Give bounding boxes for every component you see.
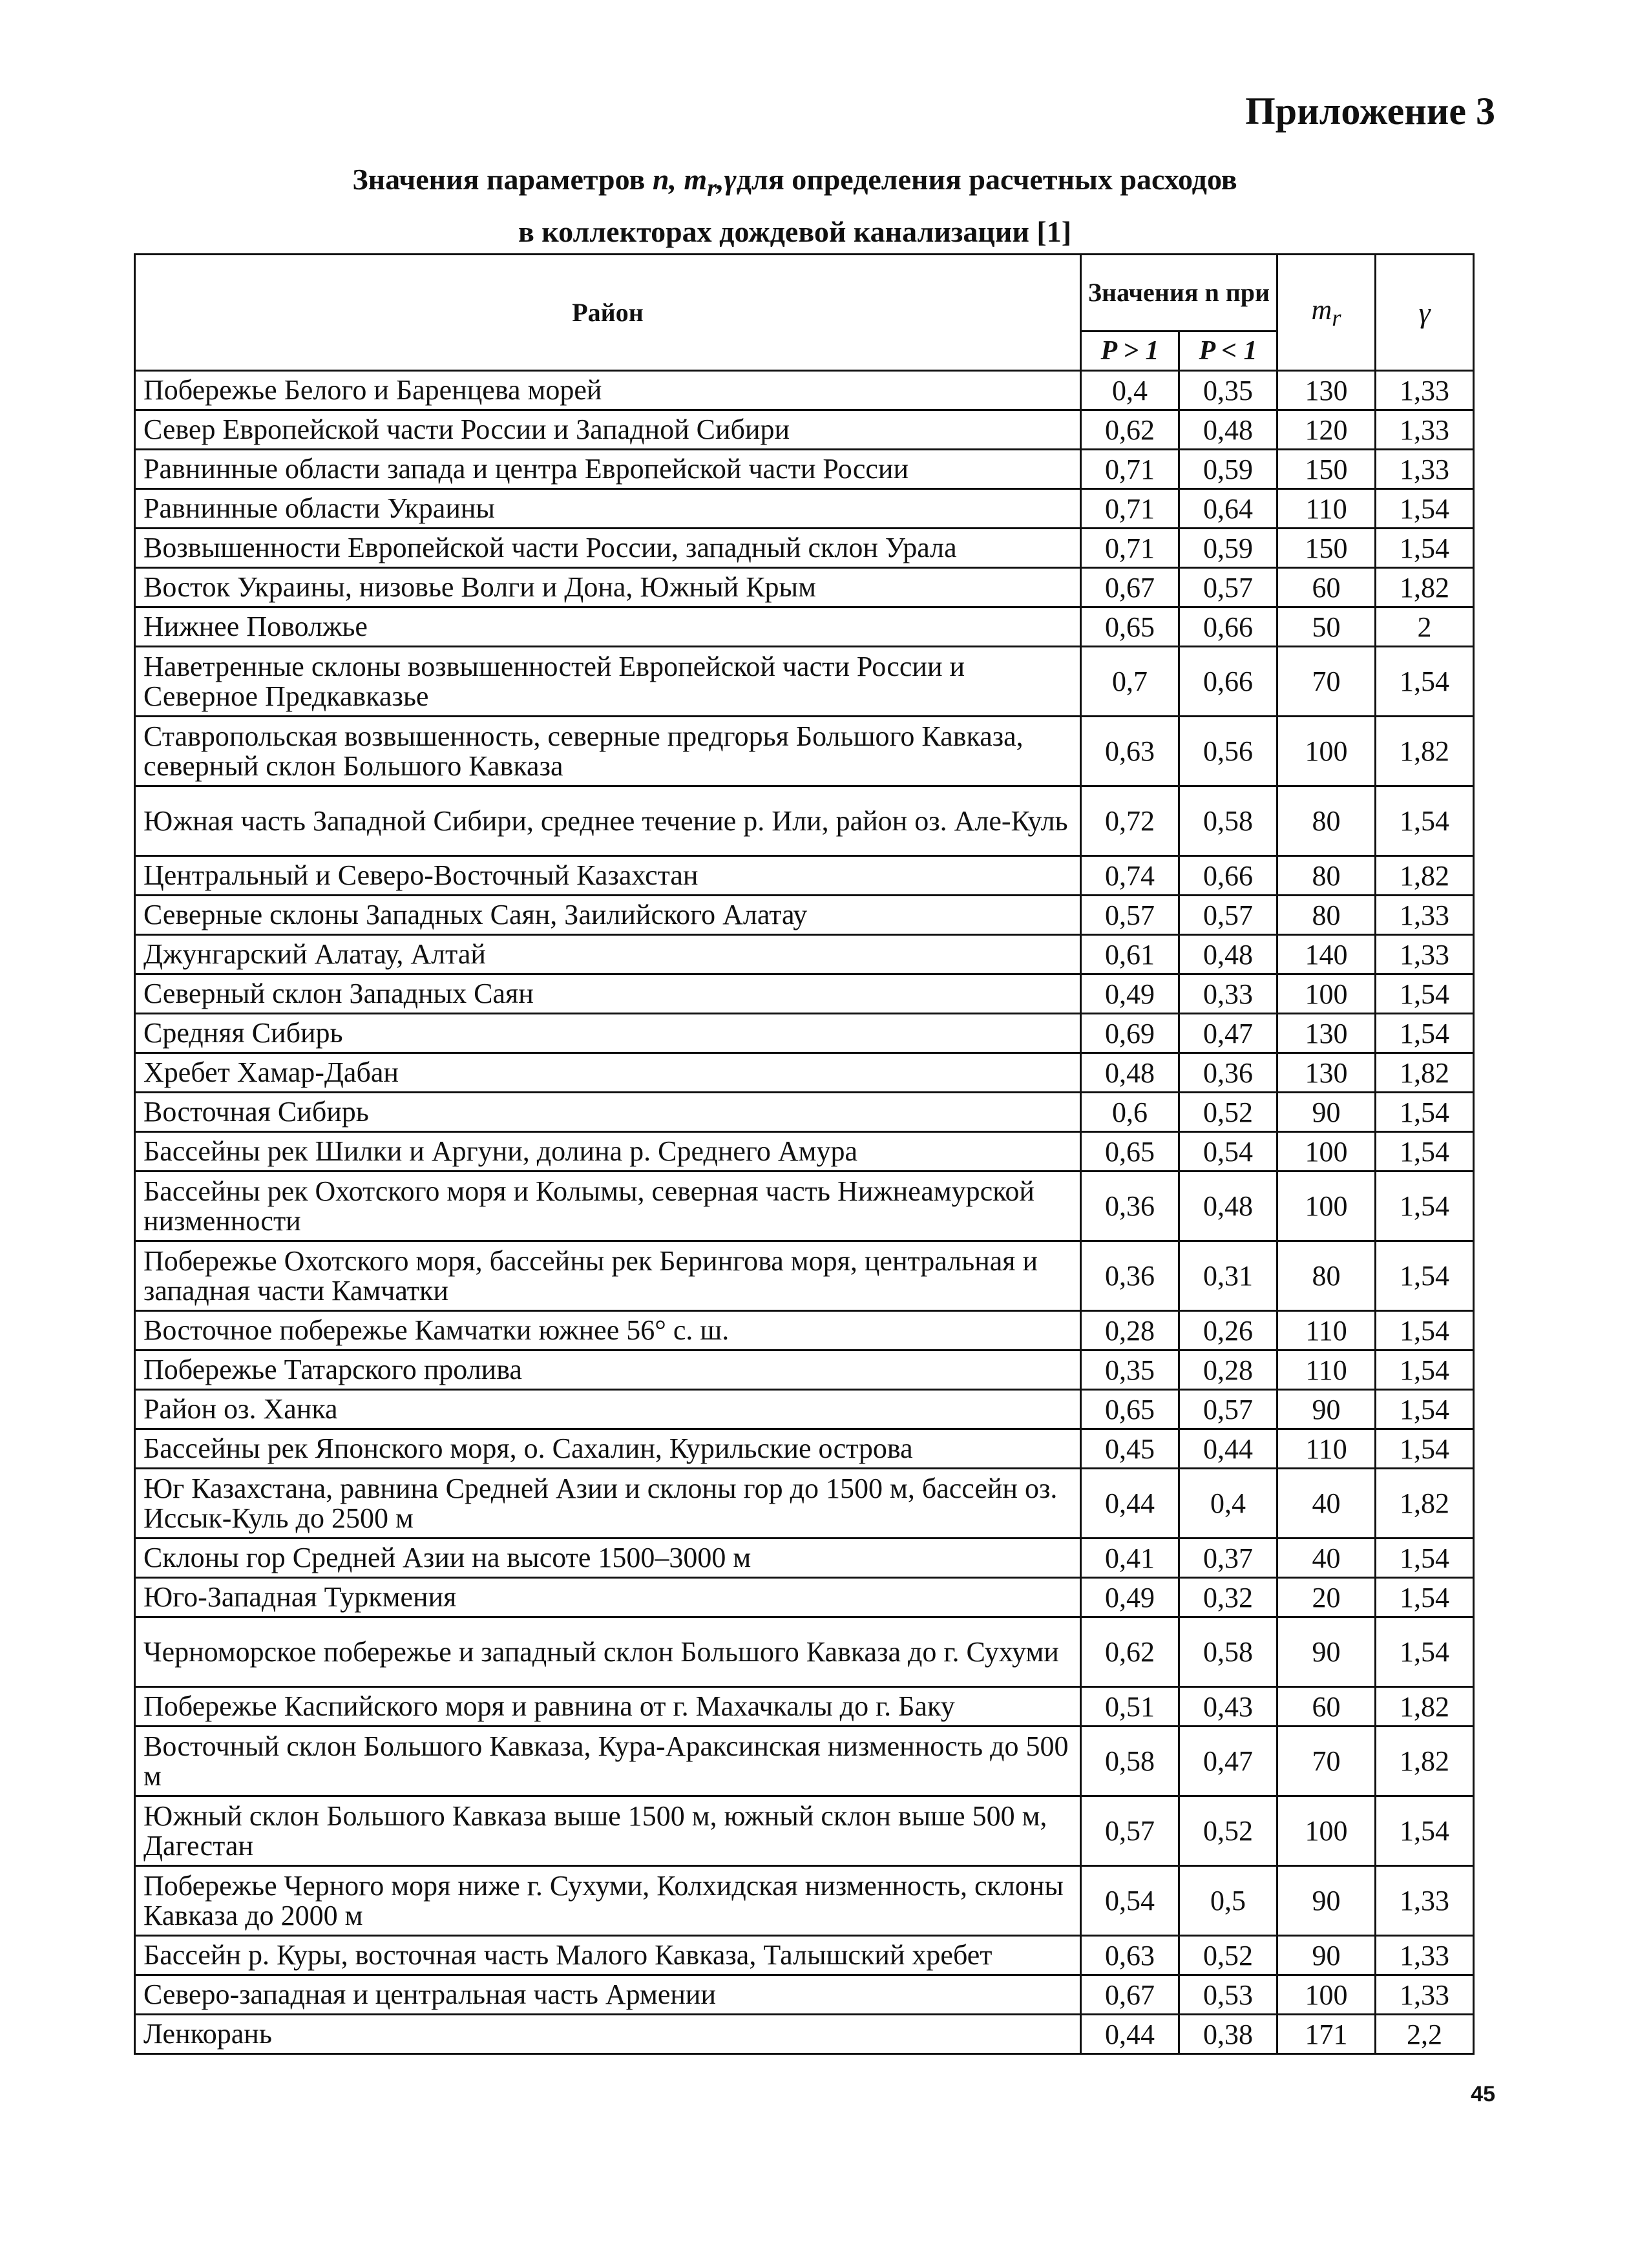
- region-cell: Юг Казахстана, равнина Средней Азии и склоны гор до 1500 м, бассейн оз. Иссык-Куль до 2500 м: [135, 1469, 1081, 1538]
- region-cell: Бассейн р. Куры, восточная часть Малого Кавказа, Талышский хребет: [135, 1936, 1081, 1975]
- header-mr: $m_r$: [1277, 255, 1376, 371]
- region-cell: Джунгарский Алатау, Алтай: [135, 935, 1081, 974]
- gamma-cell: 1,82: [1376, 856, 1474, 896]
- mr-cell: 120: [1277, 410, 1376, 450]
- p-greater-1-cell: 0,62: [1081, 1617, 1179, 1687]
- p-greater-1-cell: 0,44: [1081, 1469, 1179, 1538]
- gamma-cell: 1,33: [1376, 410, 1474, 450]
- table-row: [135, 371, 1474, 410]
- mr-cell: 90: [1277, 1093, 1376, 1132]
- mr-cell: 110: [1277, 1350, 1376, 1390]
- p-less-1-cell: 0,52: [1179, 1093, 1277, 1132]
- header-region: Район: [135, 255, 1081, 371]
- region-cell: Восточный склон Большого Кавказа, Кура-Араксинская низменность до 500 м: [135, 1727, 1081, 1796]
- region-cell: Север Европейской части России и Западной Сибири: [135, 410, 1081, 450]
- gamma-cell: 1,54: [1376, 1617, 1474, 1687]
- p-less-1-cell: 0,53: [1179, 1975, 1277, 2015]
- p-less-1-cell: 0,26: [1179, 1311, 1277, 1350]
- table-row: [135, 1538, 1474, 1578]
- region-cell: Хребет Хамар-Дабан: [135, 1053, 1081, 1093]
- table-row: [135, 607, 1474, 647]
- p-less-1-cell: 0,47: [1179, 1014, 1277, 1053]
- gamma-cell: 1,54: [1376, 974, 1474, 1014]
- p-greater-1-cell: 0,57: [1081, 896, 1179, 935]
- p-less-1-cell: 0,59: [1179, 450, 1277, 489]
- p-greater-1-cell: 0,49: [1081, 1578, 1179, 1617]
- region-cell: Наветренные склоны возвышенностей Европейской части России и Северное Предкавказье: [135, 647, 1081, 717]
- table-row: [135, 786, 1474, 856]
- p-greater-1-cell: 0,48: [1081, 1053, 1179, 1093]
- p-less-1-cell: 0,57: [1179, 896, 1277, 935]
- table-row: [135, 1796, 1474, 1866]
- p-greater-1-cell: 0,65: [1081, 1390, 1179, 1429]
- region-cell: Бассейны рек Шилки и Аргуни, долина р. Среднего Амура: [135, 1132, 1081, 1171]
- gamma-cell: 1,54: [1376, 1796, 1474, 1866]
- p-greater-1-cell: 0,35: [1081, 1350, 1179, 1390]
- mr-cell: 171: [1277, 2015, 1376, 2054]
- mr-cell: 100: [1277, 1171, 1376, 1241]
- gamma-cell: 1,33: [1376, 1936, 1474, 1975]
- p-less-1-cell: 0,66: [1179, 647, 1277, 717]
- gamma-cell: 1,82: [1376, 568, 1474, 607]
- header-p-greater-1: P > 1: [1081, 331, 1179, 371]
- p-greater-1-cell: 0,44: [1081, 2015, 1179, 2054]
- region-cell: Черноморское побережье и западный склон Большого Кавказа до г. Сухуми: [135, 1617, 1081, 1687]
- region-cell: Равнинные области Украины: [135, 489, 1081, 529]
- p-less-1-cell: 0,52: [1179, 1796, 1277, 1866]
- mr-cell: 40: [1277, 1469, 1376, 1538]
- header-p-less-1: P < 1: [1179, 331, 1277, 371]
- mr-cell: 60: [1277, 1687, 1376, 1727]
- p-greater-1-cell: 0,65: [1081, 1132, 1179, 1171]
- gamma-cell: 1,33: [1376, 1975, 1474, 2015]
- table-row: [135, 1390, 1474, 1429]
- table-row: [135, 489, 1474, 529]
- mr-cell: 100: [1277, 1975, 1376, 2015]
- region-cell: Южная часть Западной Сибири, среднее течение р. Или, район оз. Але-Куль: [135, 786, 1081, 856]
- mr-cell: 50: [1277, 607, 1376, 647]
- p-less-1-cell: 0,48: [1179, 1171, 1277, 1241]
- table-row: [135, 974, 1474, 1014]
- gamma-cell: 1,82: [1376, 1727, 1474, 1796]
- p-less-1-cell: 0,58: [1179, 1617, 1277, 1687]
- p-less-1-cell: 0,54: [1179, 1132, 1277, 1171]
- region-cell: Южный склон Большого Кавказа выше 1500 м, южный склон выше 500 м, Дагестан: [135, 1796, 1081, 1866]
- mr-cell: 20: [1277, 1578, 1376, 1617]
- mr-cell: 90: [1277, 1617, 1376, 1687]
- p-greater-1-cell: 0,36: [1081, 1171, 1179, 1241]
- mr-cell: 90: [1277, 1936, 1376, 1975]
- region-cell: Район оз. Ханка: [135, 1390, 1081, 1429]
- mr-cell: 80: [1277, 896, 1376, 935]
- p-greater-1-cell: 0,69: [1081, 1014, 1179, 1053]
- header-gamma: γ: [1376, 255, 1474, 371]
- gamma-cell: 1,82: [1376, 1469, 1474, 1538]
- region-cell: Юго-Западная Туркмения: [135, 1578, 1081, 1617]
- table-row: [135, 896, 1474, 935]
- gamma-cell: 1,54: [1376, 1014, 1474, 1053]
- region-cell: Ленкорань: [135, 2015, 1081, 2054]
- gamma-cell: 1,54: [1376, 1429, 1474, 1469]
- mr-cell: 70: [1277, 647, 1376, 717]
- mr-cell: 130: [1277, 1014, 1376, 1053]
- table-row: [135, 1311, 1474, 1350]
- mr-cell: 110: [1277, 1429, 1376, 1469]
- region-cell: Нижнее Поволжье: [135, 607, 1081, 647]
- p-less-1-cell: 0,48: [1179, 410, 1277, 450]
- appendix-label: Приложение 3: [1245, 90, 1495, 132]
- table-row: [135, 1350, 1474, 1390]
- mr-cell: 130: [1277, 1053, 1376, 1093]
- gamma-cell: 2,2: [1376, 2015, 1474, 2054]
- region-cell: Бассейны рек Охотского моря и Колымы, северная часть Нижнеамурской низменности: [135, 1171, 1081, 1241]
- mr-cell: 90: [1277, 1866, 1376, 1936]
- gamma-cell: 1,54: [1376, 1132, 1474, 1171]
- region-cell: Побережье Охотского моря, бассейны рек Берингова моря, центральная и западная части Камчатки: [135, 1241, 1081, 1311]
- p-greater-1-cell: 0,67: [1081, 568, 1179, 607]
- p-greater-1-cell: 0,28: [1081, 1311, 1179, 1350]
- table-row: [135, 1866, 1474, 1936]
- p-less-1-cell: 0,57: [1179, 568, 1277, 607]
- p-less-1-cell: 0,33: [1179, 974, 1277, 1014]
- table-row: [135, 856, 1474, 896]
- page-number: 45: [1471, 2082, 1495, 2106]
- region-cell: Северо-западная и центральная часть Армении: [135, 1975, 1081, 2015]
- gamma-cell: 1,33: [1376, 371, 1474, 410]
- mr-cell: 100: [1277, 1132, 1376, 1171]
- p-greater-1-cell: 0,49: [1081, 974, 1179, 1014]
- region-cell: Возвышенности Европейской части России, западный склон Урала: [135, 529, 1081, 568]
- gamma-cell: 1,54: [1376, 1350, 1474, 1390]
- title-vars: n, $m_r,\gamma$: [652, 163, 737, 202]
- p-greater-1-cell: 0,71: [1081, 529, 1179, 568]
- mr-cell: 40: [1277, 1538, 1376, 1578]
- table-row: [135, 1687, 1474, 1727]
- table-row: [135, 568, 1474, 607]
- gamma-cell: 1,54: [1376, 489, 1474, 529]
- mr-cell: 80: [1277, 856, 1376, 896]
- region-cell: Средняя Сибирь: [135, 1014, 1081, 1053]
- mr-cell: 90: [1277, 1390, 1376, 1429]
- p-less-1-cell: 0,28: [1179, 1350, 1277, 1390]
- table-row: [135, 1093, 1474, 1132]
- region-cell: Равнинные области запада и центра Европейской части России: [135, 450, 1081, 489]
- mr-cell: 130: [1277, 371, 1376, 410]
- p-less-1-cell: 0,64: [1179, 489, 1277, 529]
- region-cell: Центральный и Северо-Восточный Казахстан: [135, 856, 1081, 896]
- table-row: [135, 529, 1474, 568]
- p-less-1-cell: 0,4: [1179, 1469, 1277, 1538]
- gamma-cell: 1,54: [1376, 647, 1474, 717]
- gamma-cell: 1,54: [1376, 786, 1474, 856]
- table-row: [135, 1727, 1474, 1796]
- p-greater-1-cell: 0,67: [1081, 1975, 1179, 2015]
- mr-cell: 80: [1277, 1241, 1376, 1311]
- p-less-1-cell: 0,5: [1179, 1866, 1277, 1936]
- p-less-1-cell: 0,35: [1179, 371, 1277, 410]
- p-less-1-cell: 0,47: [1179, 1727, 1277, 1796]
- table-row: [135, 450, 1474, 489]
- gamma-cell: 1,54: [1376, 1390, 1474, 1429]
- region-cell: Побережье Татарского пролива: [135, 1350, 1081, 1390]
- table-title: [0, 158, 1590, 254]
- gamma-cell: 1,82: [1376, 1687, 1474, 1727]
- gamma-cell: 1,54: [1376, 529, 1474, 568]
- mr-cell: 150: [1277, 450, 1376, 489]
- p-greater-1-cell: 0,58: [1081, 1727, 1179, 1796]
- mr-cell: 100: [1277, 974, 1376, 1014]
- p-greater-1-cell: 0,6: [1081, 1093, 1179, 1132]
- table-row: [135, 717, 1474, 786]
- mr-cell: 110: [1277, 489, 1376, 529]
- title-line-2: в коллекторах дождевой канализации [1]: [518, 215, 1072, 249]
- title-line-1: Значения параметров n, $m_r,\gamma для$ определения расчетных расходов: [352, 163, 1237, 202]
- p-greater-1-cell: 0,62: [1081, 410, 1179, 450]
- mr-cell: 100: [1277, 1796, 1376, 1866]
- p-greater-1-cell: 0,61: [1081, 935, 1179, 974]
- p-greater-1-cell: 0,54: [1081, 1866, 1179, 1936]
- table-row: [135, 1053, 1474, 1093]
- p-less-1-cell: 0,59: [1179, 529, 1277, 568]
- mr-cell: 110: [1277, 1311, 1376, 1350]
- p-less-1-cell: 0,52: [1179, 1936, 1277, 1975]
- table-row: [135, 1578, 1474, 1617]
- p-less-1-cell: 0,43: [1179, 1687, 1277, 1727]
- p-greater-1-cell: 0,72: [1081, 786, 1179, 856]
- table-row: [135, 935, 1474, 974]
- table-row: [135, 1132, 1474, 1171]
- region-cell: Северный склон Западных Саян: [135, 974, 1081, 1014]
- gamma-cell: 1,54: [1376, 1578, 1474, 1617]
- table-row: [135, 647, 1474, 717]
- p-greater-1-cell: 0,4: [1081, 371, 1179, 410]
- mr-cell: 140: [1277, 935, 1376, 974]
- table-row: [135, 1429, 1474, 1469]
- p-greater-1-cell: 0,71: [1081, 450, 1179, 489]
- region-cell: Северные склоны Западных Саян, Заилийского Алатау: [135, 896, 1081, 935]
- mr-cell: 60: [1277, 568, 1376, 607]
- p-greater-1-cell: 0,57: [1081, 1796, 1179, 1866]
- gamma-cell: 1,54: [1376, 1241, 1474, 1311]
- table-row: [135, 2015, 1474, 2054]
- gamma-cell: 1,33: [1376, 896, 1474, 935]
- p-less-1-cell: 0,32: [1179, 1578, 1277, 1617]
- region-cell: Ставропольская возвышенность, северные предгорья Большого Кавказа, северный склон Большого Кавказа: [135, 717, 1081, 786]
- p-greater-1-cell: 0,41: [1081, 1538, 1179, 1578]
- mr-cell: 80: [1277, 786, 1376, 856]
- gamma-cell: 1,54: [1376, 1311, 1474, 1350]
- p-greater-1-cell: 0,36: [1081, 1241, 1179, 1311]
- gamma-cell: 1,33: [1376, 1866, 1474, 1936]
- p-less-1-cell: 0,38: [1179, 2015, 1277, 2054]
- region-cell: Побережье Черного моря ниже г. Сухуми, Колхидская низменность, склоны Кавказа до 2000 м: [135, 1866, 1081, 1936]
- table-row: [135, 1171, 1474, 1241]
- gamma-cell: 1,54: [1376, 1538, 1474, 1578]
- region-cell: Побережье Белого и Баренцева морей: [135, 371, 1081, 410]
- p-less-1-cell: 0,66: [1179, 856, 1277, 896]
- gamma-cell: 1,82: [1376, 1053, 1474, 1093]
- table-row: [135, 1469, 1474, 1538]
- p-greater-1-cell: 0,51: [1081, 1687, 1179, 1727]
- parameters-table: [134, 253, 1475, 2055]
- p-greater-1-cell: 0,74: [1081, 856, 1179, 896]
- region-cell: Бассейны рек Японского моря, о. Сахалин, Курильские острова: [135, 1429, 1081, 1469]
- p-greater-1-cell: 0,65: [1081, 607, 1179, 647]
- table-row: [135, 1617, 1474, 1687]
- table-row: [135, 1241, 1474, 1311]
- table-row: [135, 1014, 1474, 1053]
- gamma-cell: 2: [1376, 607, 1474, 647]
- gamma-cell: 1,33: [1376, 935, 1474, 974]
- p-less-1-cell: 0,36: [1179, 1053, 1277, 1093]
- table-body: [135, 371, 1474, 2054]
- p-greater-1-cell: 0,63: [1081, 717, 1179, 786]
- table-row: [135, 1975, 1474, 2015]
- region-cell: Восточное побережье Камчатки южнее 56° с. ш.: [135, 1311, 1081, 1350]
- p-less-1-cell: 0,58: [1179, 786, 1277, 856]
- p-less-1-cell: 0,48: [1179, 935, 1277, 974]
- p-greater-1-cell: 0,71: [1081, 489, 1179, 529]
- region-cell: Восток Украины, низовье Волги и Дона, Южный Крым: [135, 568, 1081, 607]
- mr-cell: 70: [1277, 1727, 1376, 1796]
- p-less-1-cell: 0,31: [1179, 1241, 1277, 1311]
- region-cell: Восточная Сибирь: [135, 1093, 1081, 1132]
- p-less-1-cell: 0,37: [1179, 1538, 1277, 1578]
- region-cell: Побережье Каспийского моря и равнина от г. Махачкалы до г. Баку: [135, 1687, 1081, 1727]
- table-row: [135, 1936, 1474, 1975]
- p-greater-1-cell: 0,63: [1081, 1936, 1179, 1975]
- mr-cell: 100: [1277, 717, 1376, 786]
- p-less-1-cell: 0,57: [1179, 1390, 1277, 1429]
- gamma-cell: 1,54: [1376, 1093, 1474, 1132]
- p-less-1-cell: 0,44: [1179, 1429, 1277, 1469]
- gamma-cell: 1,82: [1376, 717, 1474, 786]
- p-less-1-cell: 0,56: [1179, 717, 1277, 786]
- header-n-values: Значения n при: [1081, 255, 1277, 331]
- mr-cell: 150: [1277, 529, 1376, 568]
- gamma-cell: 1,33: [1376, 450, 1474, 489]
- table-row: [135, 410, 1474, 450]
- p-greater-1-cell: 0,7: [1081, 647, 1179, 717]
- gamma-cell: 1,54: [1376, 1171, 1474, 1241]
- p-greater-1-cell: 0,45: [1081, 1429, 1179, 1469]
- region-cell: Склоны гор Средней Азии на высоте 1500–3000 м: [135, 1538, 1081, 1578]
- p-less-1-cell: 0,66: [1179, 607, 1277, 647]
